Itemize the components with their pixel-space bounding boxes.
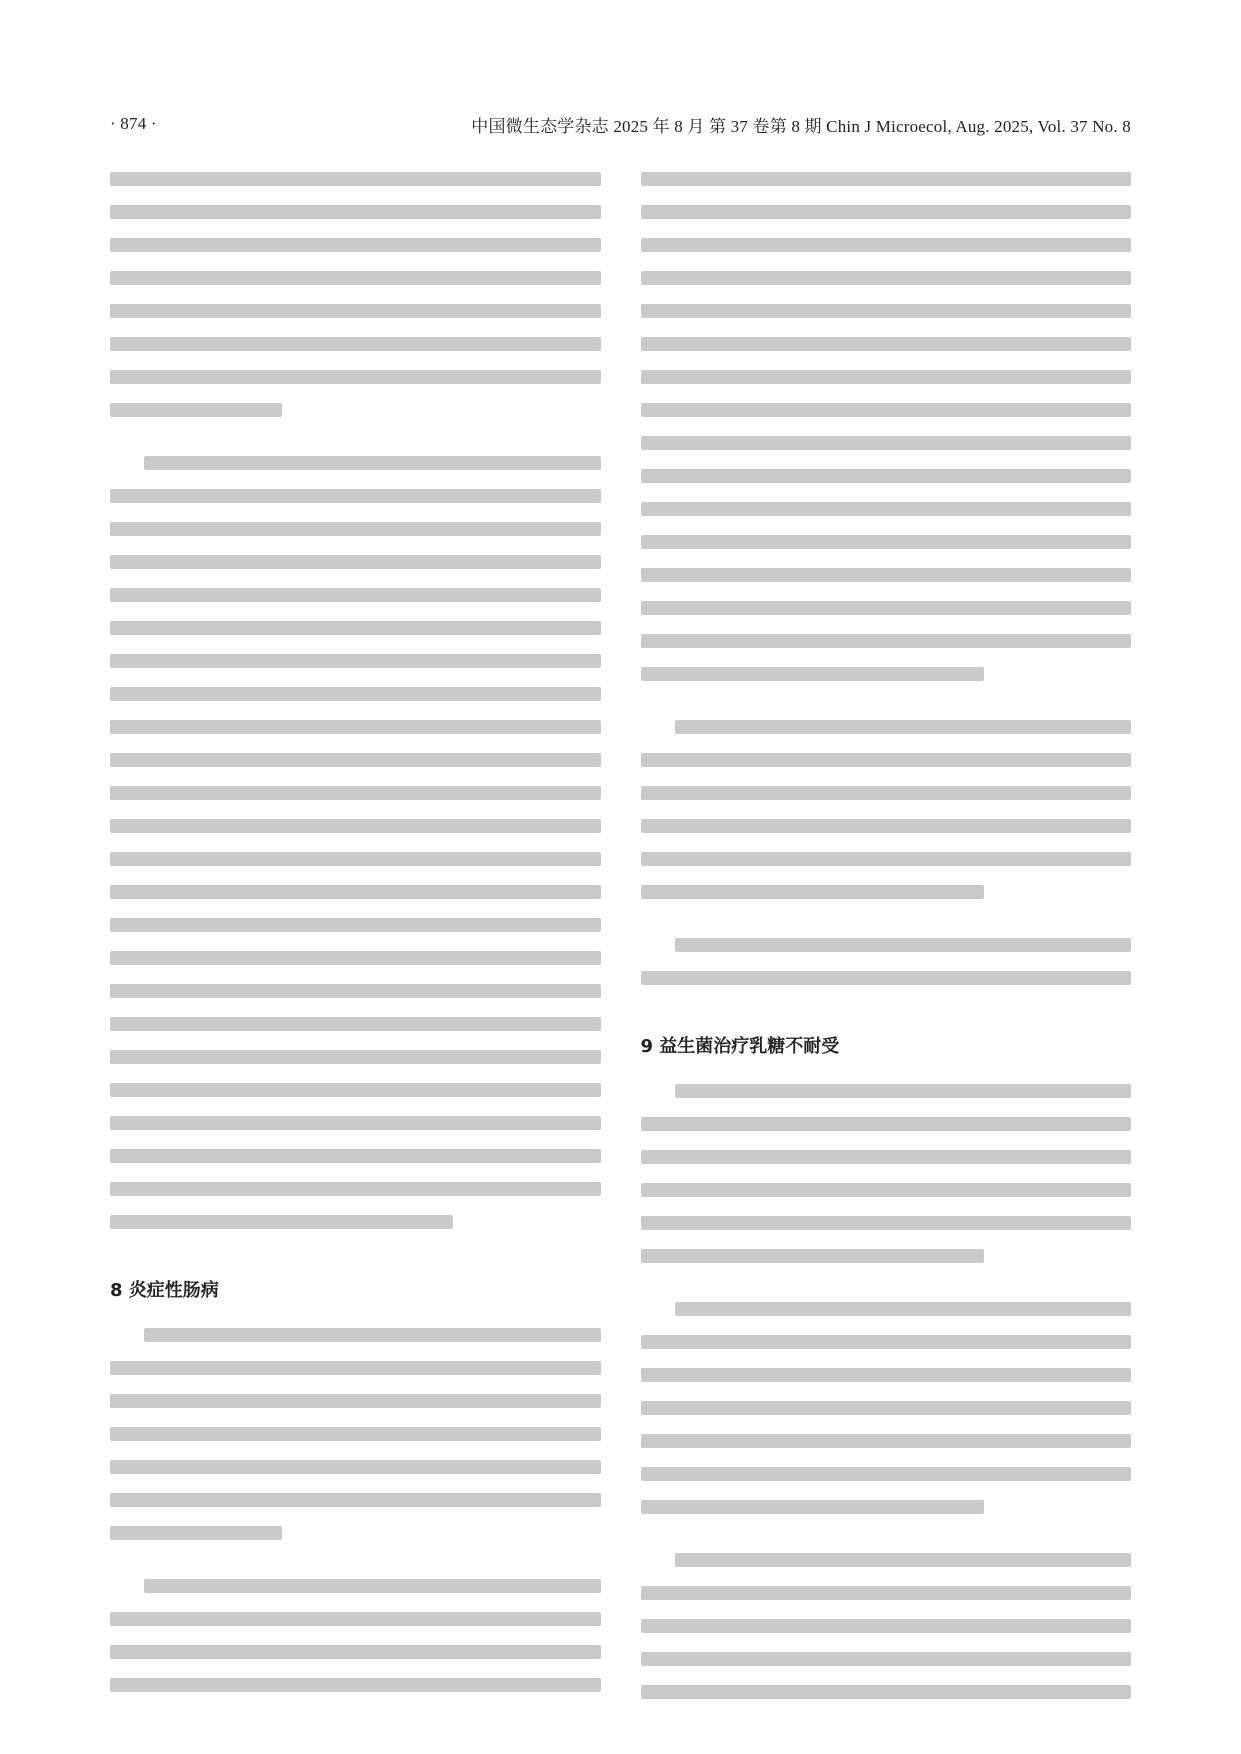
paragraph-li-infants [641, 1543, 1132, 1718]
paragraph-prebiotics [641, 710, 1132, 918]
paragraph-li-effects [641, 1292, 1132, 1533]
paragraph-ibd-summary [641, 928, 1132, 1004]
paragraph-li-intro [641, 1074, 1132, 1282]
paragraph-ibs-continued [110, 162, 601, 436]
section-heading-9: 9 益生菌治疗乳糖不耐受 [640, 1036, 840, 1057]
paragraph-ibs-d [110, 446, 601, 1248]
right-column [641, 162, 1132, 1582]
paragraph-ibd-uc [110, 1569, 601, 1711]
article-body [110, 162, 1131, 1582]
journal-citation: 中国微生态学杂志 2025 年 8 月 第 37 卷第 8 期 Chin J Microecol, Aug. 2025, Vol. 37 No. 8 [471, 116, 1131, 136]
left-column [110, 162, 601, 1582]
page-header [110, 110, 1131, 138]
paragraph-ibd-intro [110, 1318, 601, 1559]
section-heading-8: 8 炎症性肠病 [110, 1280, 219, 1301]
paragraph-ibd-continued [641, 162, 1132, 700]
page-number: · 874 · [110, 114, 157, 133]
